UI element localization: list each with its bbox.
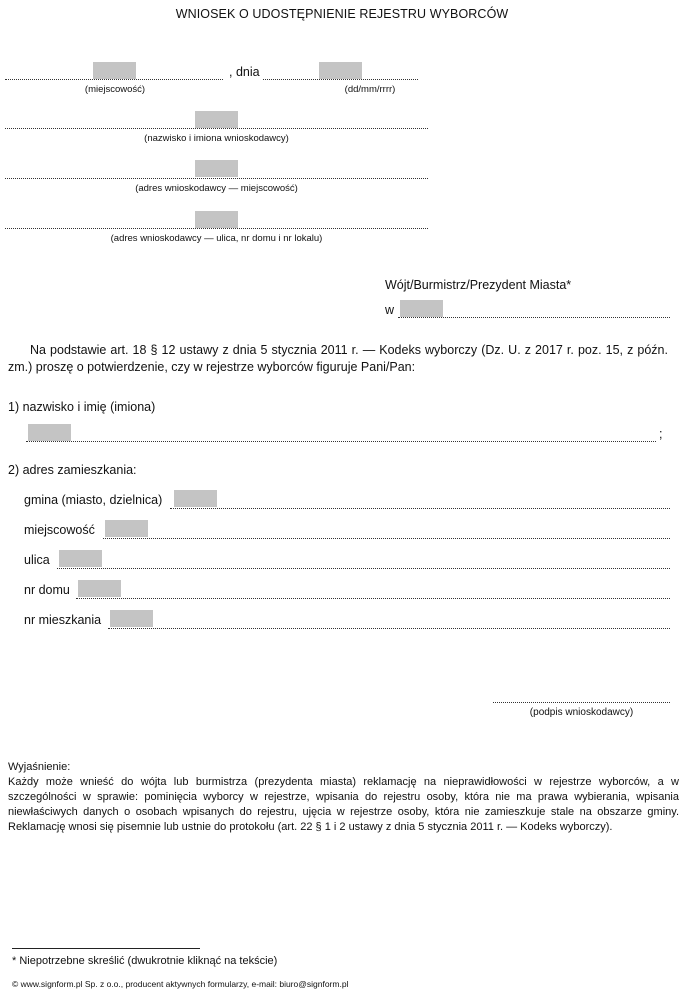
applicant-street-line <box>5 228 428 229</box>
address-city-input[interactable] <box>105 520 148 537</box>
section1-line <box>26 441 656 442</box>
address-house-input[interactable] <box>78 580 121 597</box>
applicant-city-line <box>5 178 428 179</box>
section1-input[interactable] <box>28 424 71 441</box>
section2-label: 2) adres zamieszkania: <box>8 463 137 477</box>
applicant-city-input[interactable] <box>195 160 238 177</box>
date-line <box>263 79 418 80</box>
address-city-label: miejscowość <box>24 523 95 537</box>
applicant-city-caption: (adres wnioskodawcy — miejscowość) <box>135 183 298 194</box>
place-line <box>5 79 223 80</box>
address-flat-line <box>108 628 670 629</box>
address-house-line <box>76 598 670 599</box>
applicant-name-input[interactable] <box>195 111 238 128</box>
footnote-text: * Niepotrzebne skreślić (dwukrotnie kliknąć na tekście) <box>12 955 278 967</box>
date-caption: (dd/mm/rrrr) <box>344 84 396 95</box>
signature-line <box>493 702 670 703</box>
address-street-input[interactable] <box>59 550 102 567</box>
addressee-title[interactable]: Wójt/Burmistrz/Prezydent Miasta* <box>385 278 572 292</box>
applicant-street-input[interactable] <box>195 211 238 228</box>
document-title: WNIOSEK O UDOSTĘPNIENIE REJESTRU WYBORCÓW <box>175 7 509 21</box>
signature-caption: (podpis wnioskodawcy) <box>529 707 634 718</box>
address-flat-label: nr mieszkania <box>24 613 102 627</box>
address-house-label: nr domu <box>24 583 70 597</box>
address-city-line <box>103 538 670 539</box>
address-gmina-line <box>170 508 670 509</box>
explanation-heading: Wyjaśnienie: <box>8 761 71 773</box>
intro-paragraph: Na podstawie art. 18 § 12 ustawy z dnia 5 stycznia 2011 r. — Kodeks wyborczy (Dz. U. z 2017 r. poz. 15, z późn. zm.) proszę o potwierdzenie, czy w rejestrze wyborców figuruje Pani/Pan: <box>8 343 668 374</box>
addressee-in-label: w <box>385 303 395 317</box>
applicant-name-caption: (nazwisko i imiona wnioskodawcy) <box>144 133 289 144</box>
address-street-label: ulica <box>24 553 50 567</box>
applicant-street-caption: (adres wnioskodawcy — ulica, nr domu i nr lokalu) <box>110 233 323 244</box>
copyright-text: © www.signform.pl Sp. z o.o., producent aktywnych formularzy, e-mail: biuro@signform.pl <box>12 979 349 989</box>
date-input[interactable] <box>319 62 362 79</box>
addressee-line <box>398 317 670 318</box>
address-street-line <box>57 568 670 569</box>
addressee-input[interactable] <box>400 300 443 317</box>
applicant-name-line <box>5 128 428 129</box>
place-caption: (miejscowość) <box>84 84 146 95</box>
place-input[interactable] <box>93 62 136 79</box>
section1-label: 1) nazwisko i imię (imiona) <box>8 400 156 414</box>
address-flat-input[interactable] <box>110 610 153 627</box>
explanation-text: Każdy może wnieść do wójta lub burmistrza (prezydenta miasta) reklamację na nieprawidłowości w rejestrze wyborców, a w szczególności w sprawie: pominięcia wyborcy w rejestrze, wpisania do rejestru osoby, która nie ma prawa wybierania, wpisania niewłaściwych danych o osobach wpisanych do rejestru, ujęcia w rejestrze osoby, która nie zamieszkuje stale na obszarze gminy. Reklamację wnosi się pisemnie lub ustnie do protokołu (art. 22 § 1 i 2 ustawy z dnia 5 stycznia 2011 r. — Kodeks wyborczy). <box>8 776 679 833</box>
section1-end: ; <box>659 427 663 441</box>
address-gmina-label: gmina (miasto, dzielnica) <box>24 493 163 507</box>
date-separator: , dnia <box>229 65 260 79</box>
footnote-rule <box>12 948 200 949</box>
address-gmina-input[interactable] <box>174 490 217 507</box>
